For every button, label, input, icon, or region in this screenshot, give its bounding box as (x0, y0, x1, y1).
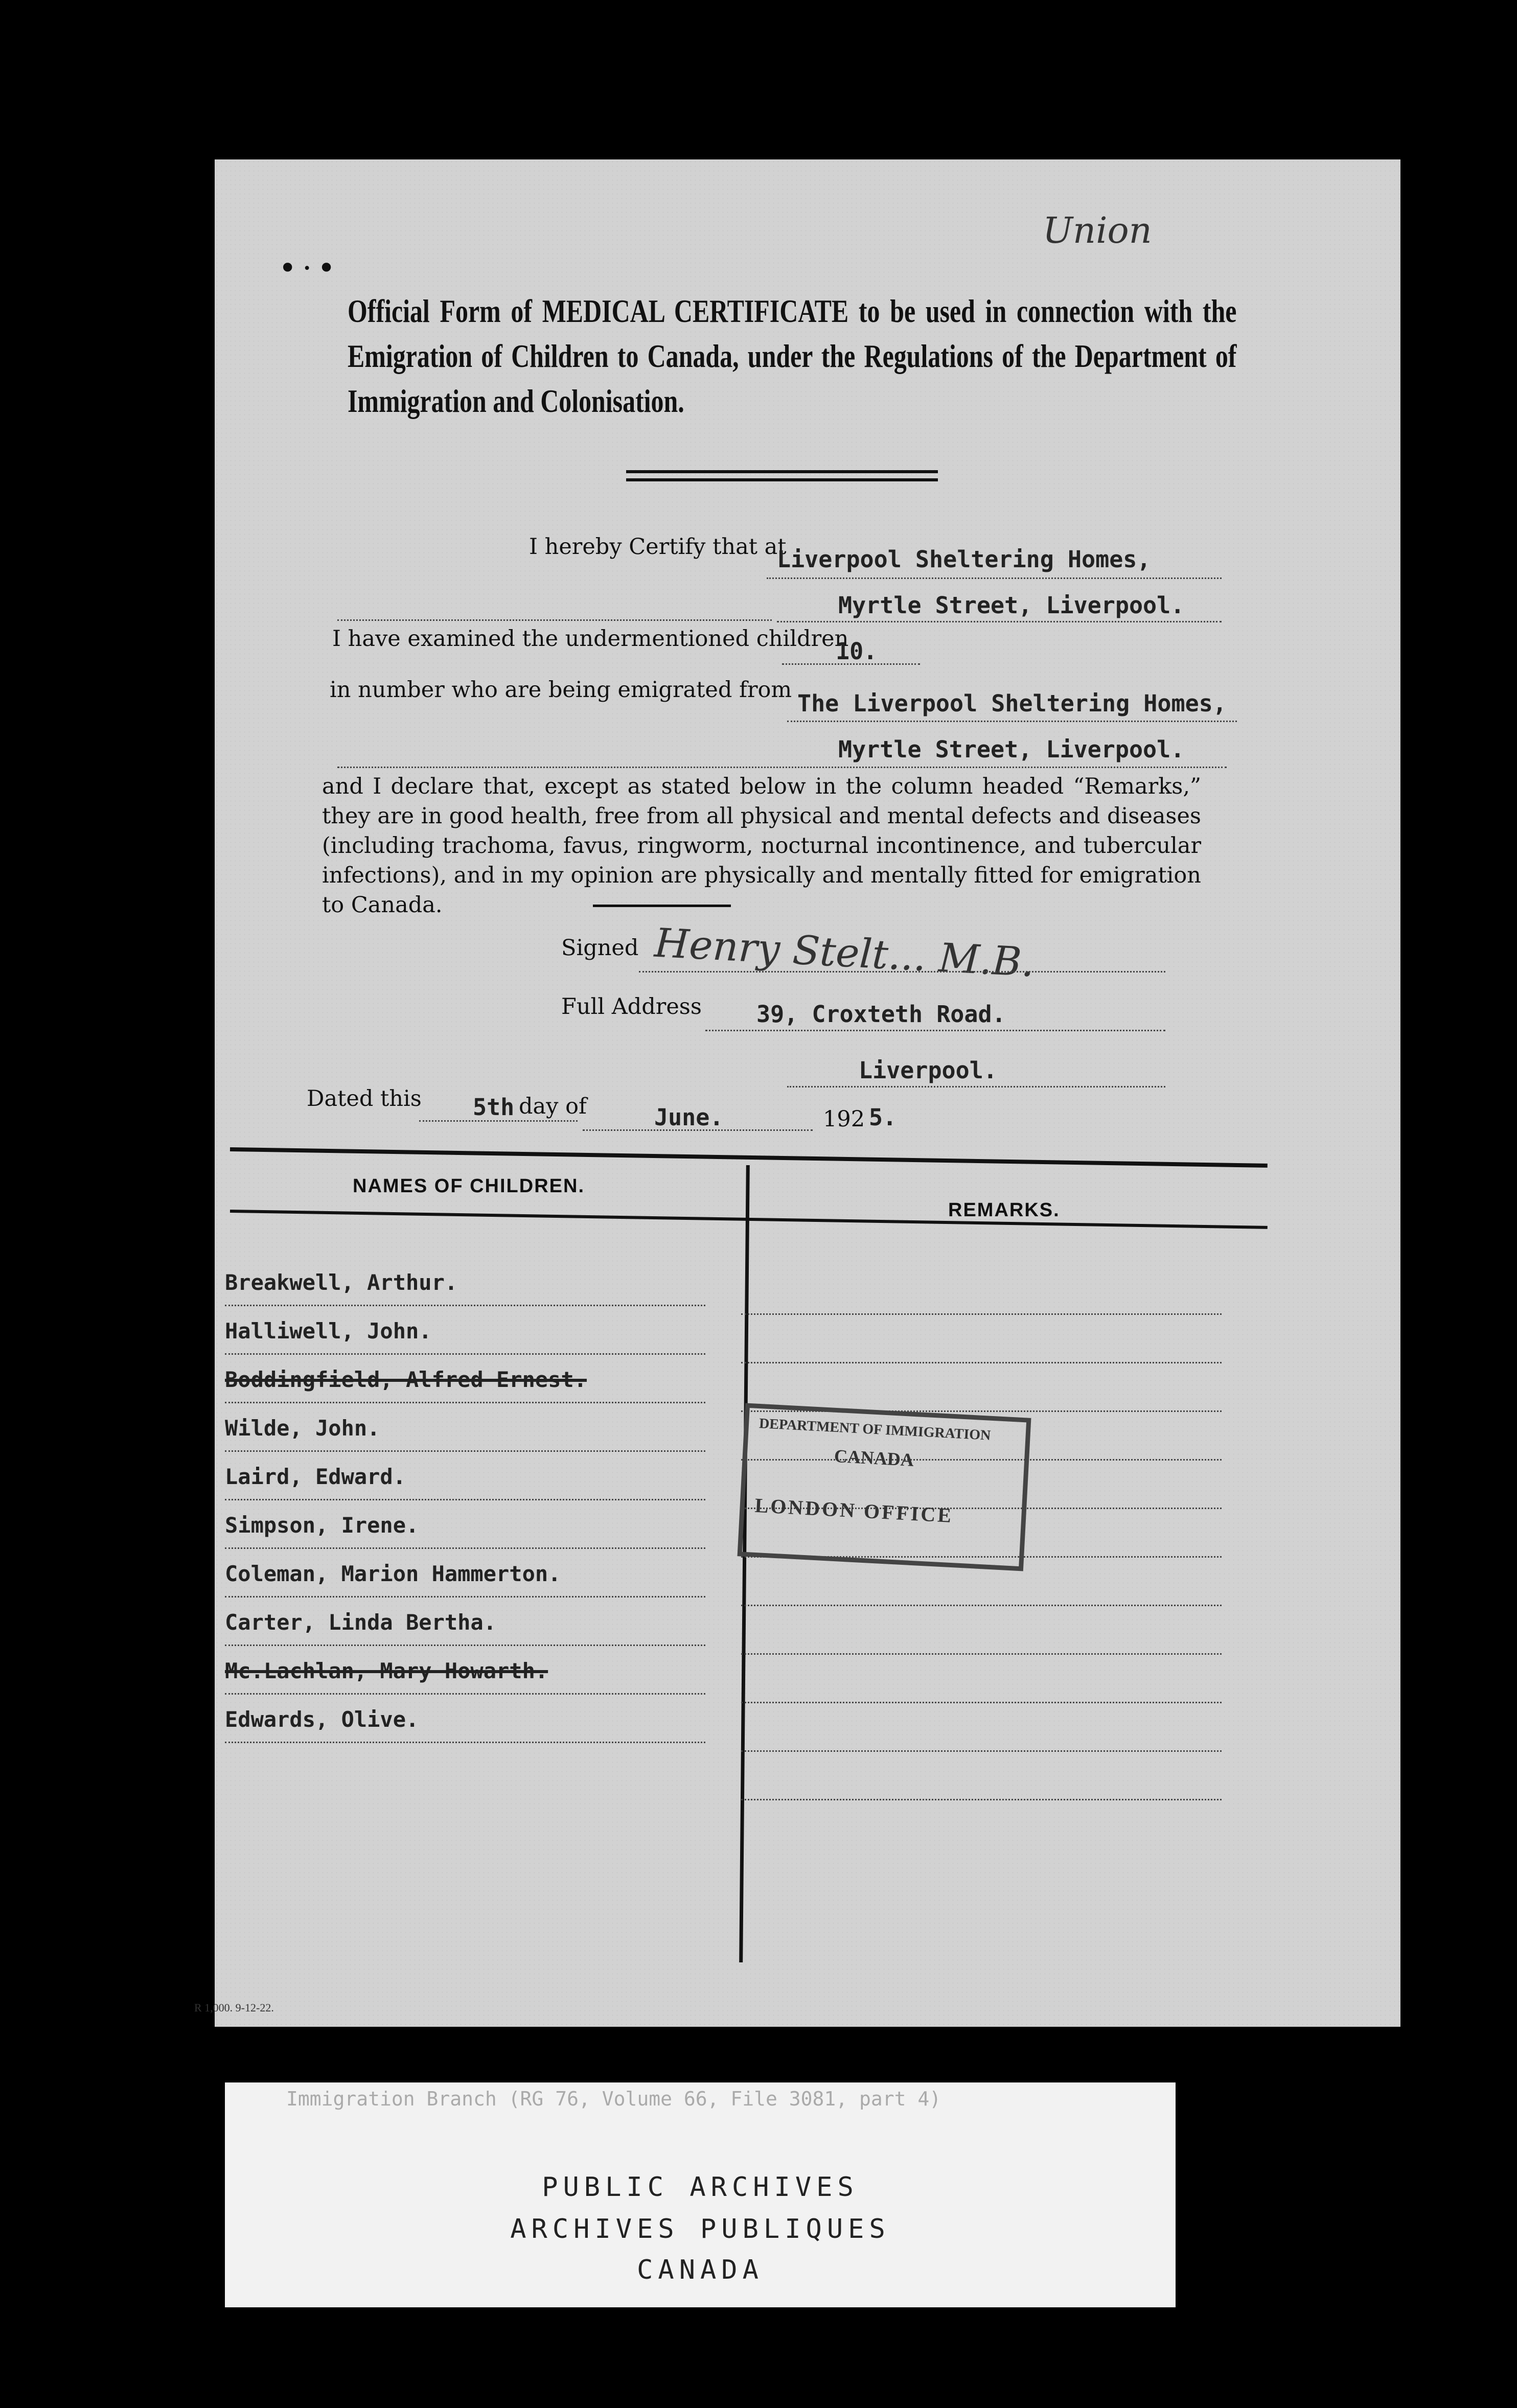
address-line1-dots (705, 1030, 1165, 1031)
full-address-label: Full Address (561, 994, 702, 1020)
examined-label: I have examined the undermentioned children (332, 626, 849, 652)
address-line2: Liverpool. (859, 1057, 997, 1084)
certify-place-line2-dots (777, 621, 1222, 622)
certify-place-line1: Liverpool Sheltering Homes, (777, 546, 1151, 573)
address-line2-dots (787, 1086, 1165, 1087)
remarks-row-dots (741, 1653, 1222, 1655)
child-row-dots (225, 1305, 705, 1306)
form-title: Official Form of MEDICAL CERTIFICATE to be used in connection with the Emigration of Children to Canada, under the Regulations of the Department of Immigration and Colonisation. (348, 293, 1237, 419)
child-name: Mc.Lachlan, Mary Howarth. (225, 1658, 548, 1683)
remarks-row-dots (741, 1605, 1222, 1606)
stamp-line2: CANADA (834, 1445, 914, 1470)
remarks-row-dots (741, 1362, 1222, 1363)
child-name: Simpson, Irene. (225, 1513, 419, 1538)
archive-line-publiques: ARCHIVES PUBLIQUES (510, 2214, 890, 2244)
archive-line-canada: CANADA (637, 2255, 764, 2285)
dated-month-dots (583, 1129, 813, 1131)
emigrated-from-line1: The Liverpool Sheltering Homes, (797, 690, 1227, 717)
address-line1: 39, Croxteth Road. (756, 1001, 1006, 1028)
child-row-dots (225, 1450, 705, 1452)
dated-day: 5th (473, 1094, 515, 1121)
emigrated-from-line2: Myrtle Street, Liverpool. (838, 736, 1185, 763)
dated-day-of-label: day of (519, 1094, 587, 1119)
signature: Henry Stelt... M.B. (653, 920, 1036, 986)
remarks-row-dots (741, 1750, 1222, 1752)
certify-label: I hereby Certify that at (529, 534, 787, 560)
declaration-text: and I declare that, except as stated below in the column headed “Remarks,” they are in good health, free from all physical and mental defects and diseases (including trachoma, favus, ringworm, nocturnal incontinence, and tubercular infections), and in my opinion are physically and mentally fitted for emigration to Canada. (322, 774, 1201, 918)
names-column-header: NAMES OF CHILDREN. (353, 1175, 585, 1197)
child-name: Laird, Edward. (225, 1464, 406, 1489)
child-name: Halliwell, John. (225, 1318, 432, 1344)
in-number-label: in number who are being emigrated from (330, 677, 792, 703)
archive-label-card (225, 2082, 1176, 2307)
certify-place-line2: Myrtle Street, Liverpool. (838, 592, 1185, 619)
dated-label: Dated this (307, 1086, 422, 1112)
signature-dots (639, 971, 1165, 973)
child-row-dots (225, 1499, 705, 1500)
child-name: Carter, Linda Bertha. (225, 1610, 497, 1635)
children-count: 10. (836, 638, 878, 665)
dated-year-prefix: 192 (823, 1106, 865, 1132)
child-row-dots (225, 1353, 705, 1355)
form-footnote: R 1,000. 9-12-22. (194, 2001, 274, 2014)
handwritten-underline (593, 905, 731, 907)
dated-year-suffix: 5. (869, 1104, 897, 1131)
child-row-dots (225, 1402, 705, 1403)
title-rule-bottom (626, 478, 938, 481)
child-row-dots (225, 1645, 705, 1646)
remarks-row-dots (741, 1702, 1222, 1703)
child-row-dots (225, 1596, 705, 1597)
archive-reference: Immigration Branch (RG 76, Volume 66, File 3081, part 4) (286, 2088, 941, 2110)
certify-place-line1-dots (767, 577, 1222, 579)
dated-month: June. (654, 1104, 724, 1131)
department-stamp (738, 1403, 1031, 1571)
stamp-line1: DEPARTMENT OF IMMIGRATION (758, 1416, 992, 1444)
child-name: Coleman, Marion Hammerton. (225, 1561, 561, 1586)
child-name: Wilde, John. (225, 1416, 380, 1441)
remarks-row-dots (741, 1313, 1222, 1315)
child-row-dots (225, 1693, 705, 1695)
child-row-dots (225, 1742, 705, 1743)
archive-line-public: PUBLIC ARCHIVES (542, 2172, 859, 2203)
certify-place-line2-leading-dots (337, 619, 772, 621)
child-name: Edwards, Olive. (225, 1707, 419, 1732)
emigrated-from-line1-dots (787, 721, 1237, 722)
remarks-column-header: REMARKS. (948, 1199, 1060, 1221)
signed-label: Signed (561, 935, 639, 961)
remarks-row-dots (741, 1799, 1222, 1800)
stamp-line3: LONDON OFFICE (754, 1493, 954, 1527)
title-rule-top (626, 470, 938, 473)
child-name: Breakwell, Arthur. (225, 1270, 458, 1295)
child-row-dots (225, 1547, 705, 1549)
corner-handwritten-note: Union (1043, 210, 1152, 251)
emigrated-from-line2-dots (337, 767, 1227, 768)
child-name: Boddingfield, Alfred Ernest. (225, 1367, 587, 1392)
ink-marks: •⋅• (279, 250, 341, 286)
